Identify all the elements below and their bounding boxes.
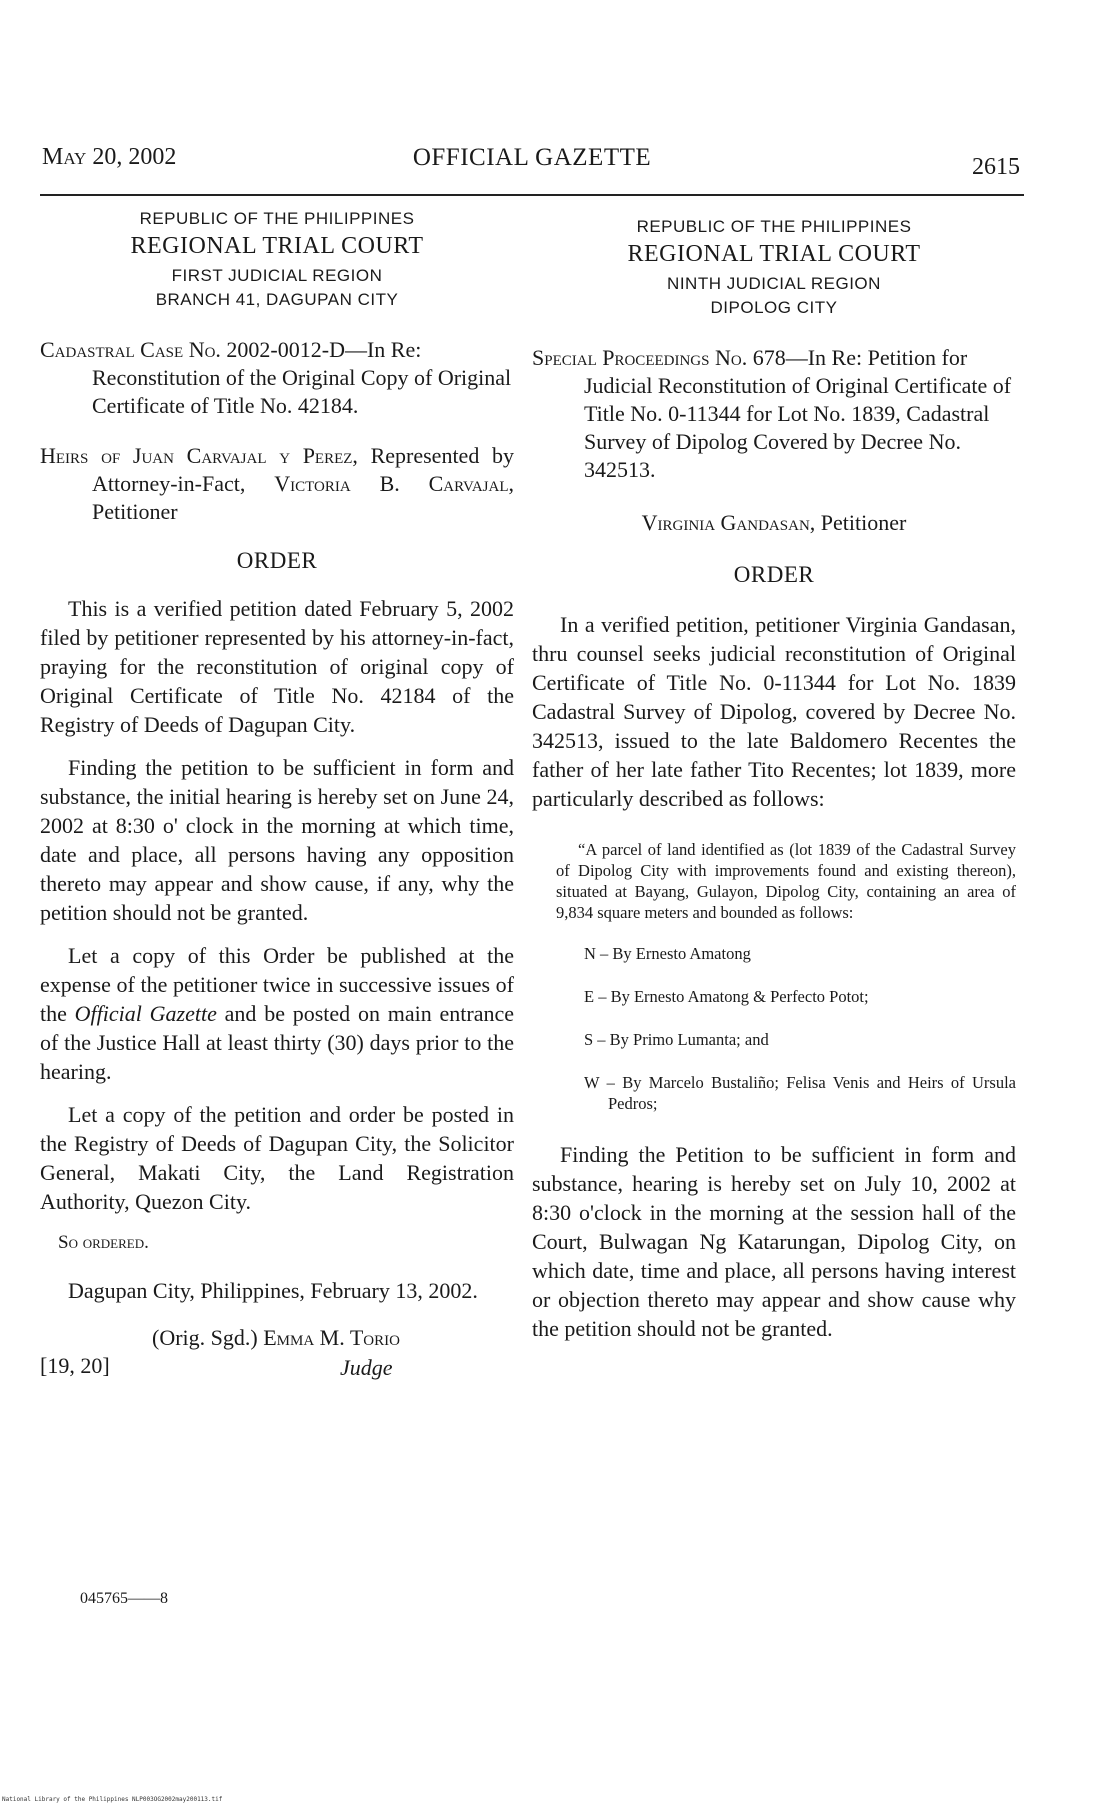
case-caption	[532, 344, 1016, 484]
judge-title: Judge	[340, 1354, 393, 1380]
case-caption	[40, 336, 514, 420]
court-region: NINTH JUDICIAL REGION	[667, 274, 881, 294]
case-title: 2002-0012-D—In Re: Reconstitution of the Original Copy of Original Certificate of Title No. 42184.	[92, 336, 512, 418]
court-republic: REPUBLIC OF THE PHILIPPINES	[636, 217, 912, 236]
document-number: 045765——8	[80, 1590, 168, 1607]
boundary-east: E – By Ernesto Amatong & Perfecto Potot;	[584, 986, 869, 1006]
publication-text-after: and be posted on main entrance of the Justice Hall at least thirty (30) days prior to the hearing.	[40, 1000, 514, 1084]
court-republic: REPUBLIC OF THE PHILIPPINES	[139, 209, 415, 228]
issue-date: May 20, 2002	[42, 144, 177, 170]
publication-paragraph	[40, 941, 514, 1086]
so-ordered: So ordered.	[58, 1231, 149, 1253]
case-label: Special Proceedings No.	[532, 344, 748, 370]
court-name: REGIONAL TRIAL COURT	[627, 241, 921, 268]
petition-intro: In a verified petition, petitioner Virginia Gandasan, thru counsel seeks judicial reconstitution of Original Certificate of Title No. 0-11344 for Lot No. 1839 Cadastral Survey of Dipolog, covered by Decree No. 342513, issued to the late Baldomero Recentes the father of her late father Tito Recentes; lot 1839, more particularly described as follows:	[532, 611, 1016, 811]
petitioner-line	[532, 510, 1016, 536]
parties-caption	[40, 442, 514, 526]
represented-text: Represented by Attorney-in-Fact,	[92, 442, 514, 496]
heirs-label: Heirs of Juan Carvajal y Perez,	[40, 442, 358, 468]
land-description-quote: “A parcel of land identified as (lot 1839 of the Cadastral Survey of Dipolog City with improvements found and existing thereon), situated at Bayang, Gulayon, Dipolog City, containing an area of 9,834 square meters and bounded as follows:	[556, 839, 1016, 922]
page-header	[40, 140, 1024, 196]
attorney-name: Victoria B. Carvajal,	[274, 470, 515, 496]
order-heading: ORDER	[733, 561, 815, 587]
issue-numbers: [19, 20]	[40, 1352, 110, 1378]
page-number: 2615	[972, 154, 1020, 180]
hearing-paragraph: Finding the Petition to be sufficient in form and substance, hearing is hereby set on July 10, 2002 at 8:30 o'clock in the morning at the session hall of the Court, Bulwagan Ng Katarungan, Dipolog City, on which date, time and place, all persons having interest or objection thereto may appear and show cause why the petition should not be granted.	[532, 1141, 1016, 1341]
orig-sgd: (Orig. Sgd.)	[152, 1324, 258, 1350]
publication-title: OFFICIAL GAZETTE	[412, 144, 652, 171]
posting-paragraph: Let a copy of the petition and order be posted in the Registry of Deeds of Dagupan City, the Solicitor General, Makati City, the Land Registration Authority, Quezon City.	[40, 1101, 514, 1214]
boundary-south: S – By Primo Lumanta; and	[584, 1029, 769, 1049]
petitioner-role: Petitioner	[820, 509, 907, 535]
petitioner-role: Petitioner	[92, 498, 178, 524]
court-branch: BRANCH 41, DAGUPAN CITY	[155, 289, 399, 309]
place-date: Dagupan City, Philippines, February 13, 2002.	[68, 1277, 478, 1303]
petitioner-name: Virginia Gandasan,	[641, 509, 816, 535]
court-region: FIRST JUDICIAL REGION	[171, 266, 383, 286]
publication-text-before: Let a copy of this Order be published at the expense of the petitioner twice in successive issues of the	[40, 942, 514, 1026]
gazette-name: Official Gazette	[74, 1000, 217, 1026]
signatory-line	[152, 1325, 400, 1351]
court-heading-left	[40, 208, 514, 310]
order-paragraph-2: Finding the petition to be sufficient in form and substance, the initial hearing is hereby set on June 24, 2002 at 8:30 o' clock in the morning at which time, date and place, all persons having any opposition thereto may appear and show cause, if any, why the petition should not be granted.	[40, 754, 514, 925]
order-heading: ORDER	[236, 547, 318, 573]
left-column	[40, 206, 514, 1397]
court-name: REGIONAL TRIAL COURT	[130, 233, 424, 260]
right-column	[532, 214, 1016, 1343]
signature-block	[40, 1325, 514, 1397]
court-city: DIPOLOG CITY	[710, 297, 838, 317]
scan-footer: National Library of the Philippines NLP003OG2002may200113.tif	[2, 1796, 223, 1803]
boundary-west: W – By Marcelo Bustaliño; Felisa Venis and Heirs of Ursula Pedros;	[584, 1072, 1016, 1113]
order-paragraph-1: This is a verified petition dated February 5, 2002 filed by petitioner represented by his attorney-in-fact, praying for the reconstitution of original copy of Original Certificate of Title No. 42184 of the Registry of Deeds of Dagupan City.	[40, 595, 514, 737]
boundary-north: N – By Ernesto Amatong	[584, 943, 751, 963]
court-heading-right	[532, 216, 1016, 318]
case-label: Cadastral Case No.	[40, 336, 221, 362]
judge-name: Emma M. Torio	[263, 1324, 400, 1350]
case-title: 678—In Re: Petition for Judicial Reconstitution of Original Certificate of Title No. 0-11344 for Lot No. 1839, Cadastral Survey of Dipolog Covered by Decree No. 342513.	[584, 344, 1012, 482]
